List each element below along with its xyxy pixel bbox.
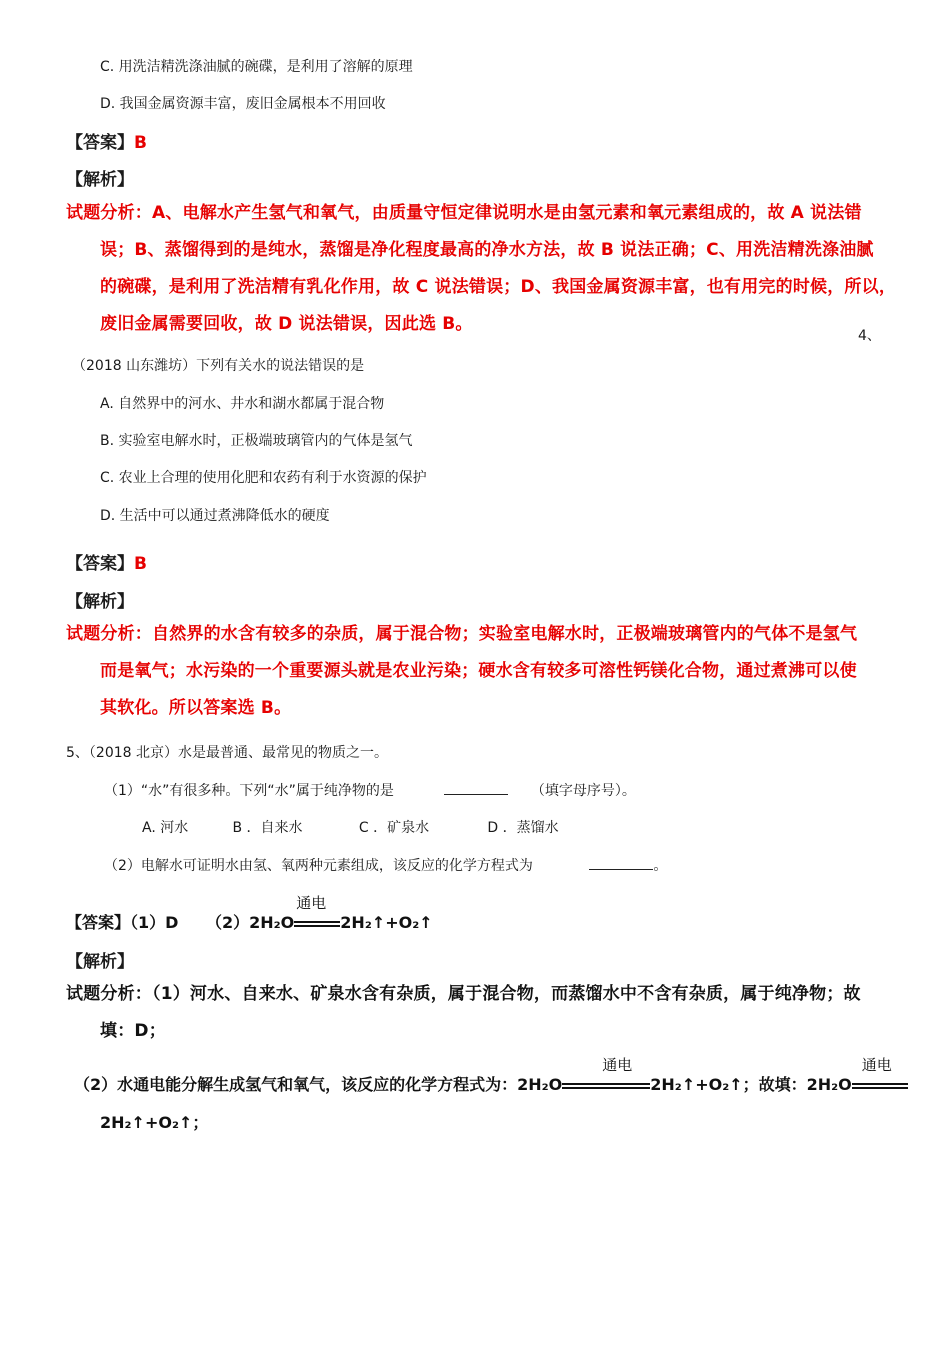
q5-option-b: B ．自来水 xyxy=(232,820,303,836)
q5-sub1 xyxy=(104,780,636,800)
reaction-condition: 通电 xyxy=(861,1056,892,1074)
answer-blank-1[interactable] xyxy=(444,780,508,795)
q3-analysis-line-1: 试题分析：A、电解水产生氢气和氧气，由质量守恒定律说明水是由氢元素和氧元素组成的，故 A 说法错 xyxy=(66,203,862,223)
reaction-arrow xyxy=(852,1056,908,1094)
answer-label: 【答案】 xyxy=(66,913,131,932)
q3-answer xyxy=(66,128,147,153)
q5-analysis-line-1: 试题分析：（1）河水、自来水、矿泉水含有杂质，属于混合物，而蒸馏水中不含有杂质，属于纯净物；故 xyxy=(66,984,861,1004)
answer-part-2-reactant: （2）2H₂O xyxy=(206,913,295,932)
q3-option-c: C. 用洗洁精洗涤油腻的碗碟，是利用了溶解的原理 xyxy=(100,59,413,75)
double-line-icon xyxy=(294,921,340,927)
q5-options xyxy=(142,817,559,837)
q3-analysis-label: 【解析】 xyxy=(66,170,134,190)
q4-option-b: B. 实验室电解水时，正极端玻璃管内的气体是氢气 xyxy=(100,433,413,449)
q3-analysis-line-3: 的碗碟，是利用了洗洁精有乳化作用，故 C 说法错误；D、我国金属资源丰富，也有用完的时候，所以， xyxy=(100,277,897,297)
reaction-arrow xyxy=(562,1056,650,1094)
answer-blank-2[interactable] xyxy=(589,855,653,870)
answer-part-2-products: 2H₂↑+O₂↑ xyxy=(340,913,433,932)
q5-analysis-label: 【解析】 xyxy=(66,952,134,972)
q3-analysis-line-2: 误；B、蒸馏得到的是纯水，蒸馏是净化程度最高的净水方法，故 B 说法正确；C、用洗洁精洗涤油腻 xyxy=(100,240,874,260)
q5-answer xyxy=(66,894,433,933)
analysis-2-mid: 2H₂↑+O₂↑；故填：2H₂O xyxy=(650,1075,852,1094)
answer-label: 【答案】 xyxy=(66,133,134,153)
q5-sub2-text: （2）电解水可证明水由氢、氧两种元素组成，该反应的化学方程式为 xyxy=(104,858,533,874)
answer-part-1: （1）D xyxy=(130,913,179,932)
answer-label: 【答案】 xyxy=(66,554,134,574)
q5-analysis-line-3 xyxy=(74,1056,908,1095)
q4-analysis-label: 【解析】 xyxy=(66,592,134,612)
q4-analysis-line-2: 而是氧气；水污染的一个重要源头就是农业污染；硬水含有较多可溶性钙镁化合物，通过煮沸可以使 xyxy=(100,661,857,681)
q5-sub2 xyxy=(104,855,667,875)
q4-analysis-line-1: 试题分析：自然界的水含有较多的杂质，属于混合物；实验室电解水时，正极端玻璃管内的气体不是氢气 xyxy=(66,624,858,644)
q4-option-d: D. 生活中可以通过煮沸降低水的硬度 xyxy=(100,508,330,524)
q4-option-c: C. 农业上合理的使用化肥和农药有利于水资源的保护 xyxy=(100,470,427,486)
q3-analysis-line-4: 废旧金属需要回收，故 D 说法错误，因此选 B。 xyxy=(100,314,473,334)
q5-sub1-text: （1）“水”有很多种。下列“水”属于纯净物的是 xyxy=(104,783,394,799)
q5-analysis-line-4: 2H₂↑+O₂↑； xyxy=(100,1113,209,1132)
q4-analysis-line-3: 其软化。所以答案选 B。 xyxy=(100,698,292,718)
q4-stem: （2018 山东潍坊）下列有关水的说法错误的是 xyxy=(72,358,365,374)
q3-option-d: D. 我国金属资源丰富，废旧金属根本不用回收 xyxy=(100,96,386,112)
q4-answer xyxy=(66,549,147,574)
q5-analysis-line-2: 填：D； xyxy=(100,1021,166,1041)
q5-option-d: D ．蒸馏水 xyxy=(487,820,559,836)
analysis-2-text: （2）水通电能分解生成氢气和氧气，该反应的化学方程式为：2H₂O xyxy=(74,1075,563,1094)
q5-stem: 5、（2018 北京）水是最普通、最常见的物质之一。 xyxy=(66,745,388,761)
double-line-icon xyxy=(562,1083,650,1089)
q4-option-a: A. 自然界中的河水、井水和湖水都属于混合物 xyxy=(100,396,385,412)
q5-sub2-tail: 。 xyxy=(653,858,668,874)
reaction-condition: 通电 xyxy=(296,894,327,912)
reaction-arrow xyxy=(294,894,340,932)
reaction-condition: 通电 xyxy=(602,1056,633,1074)
q5-sub1-tail: （填字母序号）。 xyxy=(530,783,636,799)
answer-value: B xyxy=(134,554,147,574)
q5-option-c: C ．矿泉水 xyxy=(358,820,430,836)
answer-value: B xyxy=(134,133,147,153)
q5-option-a: A. 河水 xyxy=(142,820,189,836)
q4-number: 4、 xyxy=(858,328,881,344)
double-line-icon xyxy=(852,1083,908,1089)
